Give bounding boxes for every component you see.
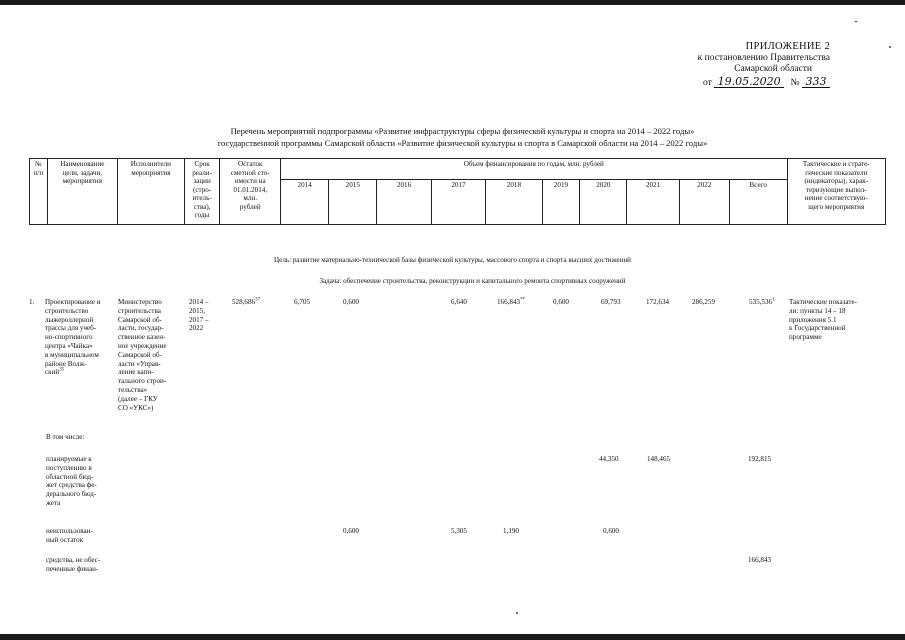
header-total: Всего xyxy=(729,180,787,225)
row1-num: 1. xyxy=(29,298,35,306)
scan-top-border xyxy=(0,0,905,5)
row1-name-text: Проектирование и строительство лыжероллерной трассы для учеб- но-спортивного центра «Чайка» в муниципальном районе Волж- ский xyxy=(45,298,101,377)
header-term: Срок реали- зации (стро- итель- ства), годы xyxy=(184,159,220,225)
row1-remainder-value: 528,686 xyxy=(232,298,256,306)
row1-total-footnote: 1 xyxy=(772,297,775,303)
appendix-line2: Самарской области xyxy=(734,64,812,74)
appendix-date-line xyxy=(698,76,830,90)
row1-executor: Министерство строительства Самарской об- ласти, государ- ственное казен- ное учреждение Самарской об- ласти «Управ- ление капи- тального строи- тельства» (далее – ГКУ СО «УКС») xyxy=(118,298,167,412)
appendix-block xyxy=(698,41,830,89)
including-label: В том числе: xyxy=(46,433,85,441)
row1-2022: 286,259 xyxy=(692,298,716,306)
row1-total xyxy=(749,298,775,307)
row2-2021: 148,465 xyxy=(647,455,671,463)
row1-name xyxy=(45,298,120,377)
header-funding: Объем финансирования по годам, млн. рублей xyxy=(281,159,787,180)
row2-total: 192,815 xyxy=(748,455,772,463)
row4-total: 166,843 xyxy=(748,556,772,564)
row1-2020: 69,793 xyxy=(601,298,621,306)
row1-total-value: 535,536 xyxy=(749,298,773,306)
scan-speck xyxy=(516,612,518,614)
row2-2020: 44,350 xyxy=(599,455,619,463)
header-num: № п/п xyxy=(30,159,48,225)
row1-name-footnote: 35 xyxy=(59,368,65,374)
row1-remainder-footnote: 37 xyxy=(255,297,261,303)
row1-2018-value: 166,843 xyxy=(497,298,521,306)
row3-name: неиспользован- ный остаток xyxy=(46,527,93,544)
date-prefix: от xyxy=(703,77,712,88)
header-name: Наименование цели, задачи, мероприятия xyxy=(47,159,117,225)
row1-remainder xyxy=(232,298,260,307)
row2-name: планируемые к поступлению в областной бюд- жет средства фе- дерального бюд- жета xyxy=(46,455,97,507)
header-year: 2020 xyxy=(580,180,627,225)
header-year: 2022 xyxy=(679,180,729,225)
appendix-line1: к постановлению Правительства xyxy=(697,52,830,63)
header-year: 2019 xyxy=(542,180,580,225)
goal-text: Цель: развитие материально-технической базы физической культуры, массового спорта и спорта высших достижений xyxy=(274,256,631,264)
header-year: 2016 xyxy=(377,180,431,225)
document-title xyxy=(100,125,825,149)
header-executors: Исполнители мероприятия xyxy=(117,159,184,225)
handwritten-date: 19.05.2020 xyxy=(714,76,784,88)
scan-bottom-border xyxy=(0,634,905,640)
row1-2021: 172,634 xyxy=(646,298,670,306)
scan-speck xyxy=(889,46,891,48)
header-year: 2017 xyxy=(431,180,485,225)
handwritten-number: 333 xyxy=(802,76,830,88)
row3-2017: 5,305 xyxy=(451,527,467,535)
header-indicators: Тактические и страте- гические показатели (индикаторы), харак- теризующие выпол- нение соответствую- щего мероприятия xyxy=(787,159,885,225)
document-title-line2: государственной программы Самарской области «Развитие физической культуры и спорта в Самарской области на 2014 – 2022 годы» xyxy=(217,138,708,148)
header-year: 2021 xyxy=(627,180,679,225)
document-title-line1: Перечень мероприятий подпрограммы «Развитие инфраструктуры сферы физической культуры и спорта на 2014 – 2022 годы» xyxy=(230,126,695,136)
row1-2015: 0,600 xyxy=(343,298,359,306)
row3-2020: 0,600 xyxy=(603,527,619,535)
row1-term: 2014 – 2015, 2017 – 2022 xyxy=(189,298,209,333)
header-remainder: Остаток сметной сто- имости на 01.01.2014, млн. рублей xyxy=(220,159,281,225)
appendix-title: ПРИЛОЖЕНИЕ 2 xyxy=(745,41,830,52)
header-year: 2018 xyxy=(486,180,543,225)
row1-indicator: Тактические показате- ли: пункты 14 – 18 приложения 5.1 к Государственной программе xyxy=(789,298,857,342)
funding-table-header xyxy=(29,158,886,225)
row3-2015: 0,600 xyxy=(343,527,359,535)
row1-2014: 6,705 xyxy=(294,298,310,306)
scan-speck xyxy=(855,21,857,22)
row1-2019: 0,600 xyxy=(553,298,569,306)
row1-2018-footnote: ** xyxy=(520,297,526,303)
row3-2018: 1,190 xyxy=(503,527,519,535)
header-year: 2015 xyxy=(329,180,377,225)
row1-2018 xyxy=(497,298,525,307)
header-year: 2014 xyxy=(281,180,329,225)
task-text: Задача: обеспечение строительства, реконструкции и капитального ремонта спортивных сооружений xyxy=(319,277,626,285)
row1-2017: 6,640 xyxy=(451,298,467,306)
row4-name: средства, не обес- печенные финан- xyxy=(46,556,101,573)
number-prefix: № xyxy=(790,77,800,88)
